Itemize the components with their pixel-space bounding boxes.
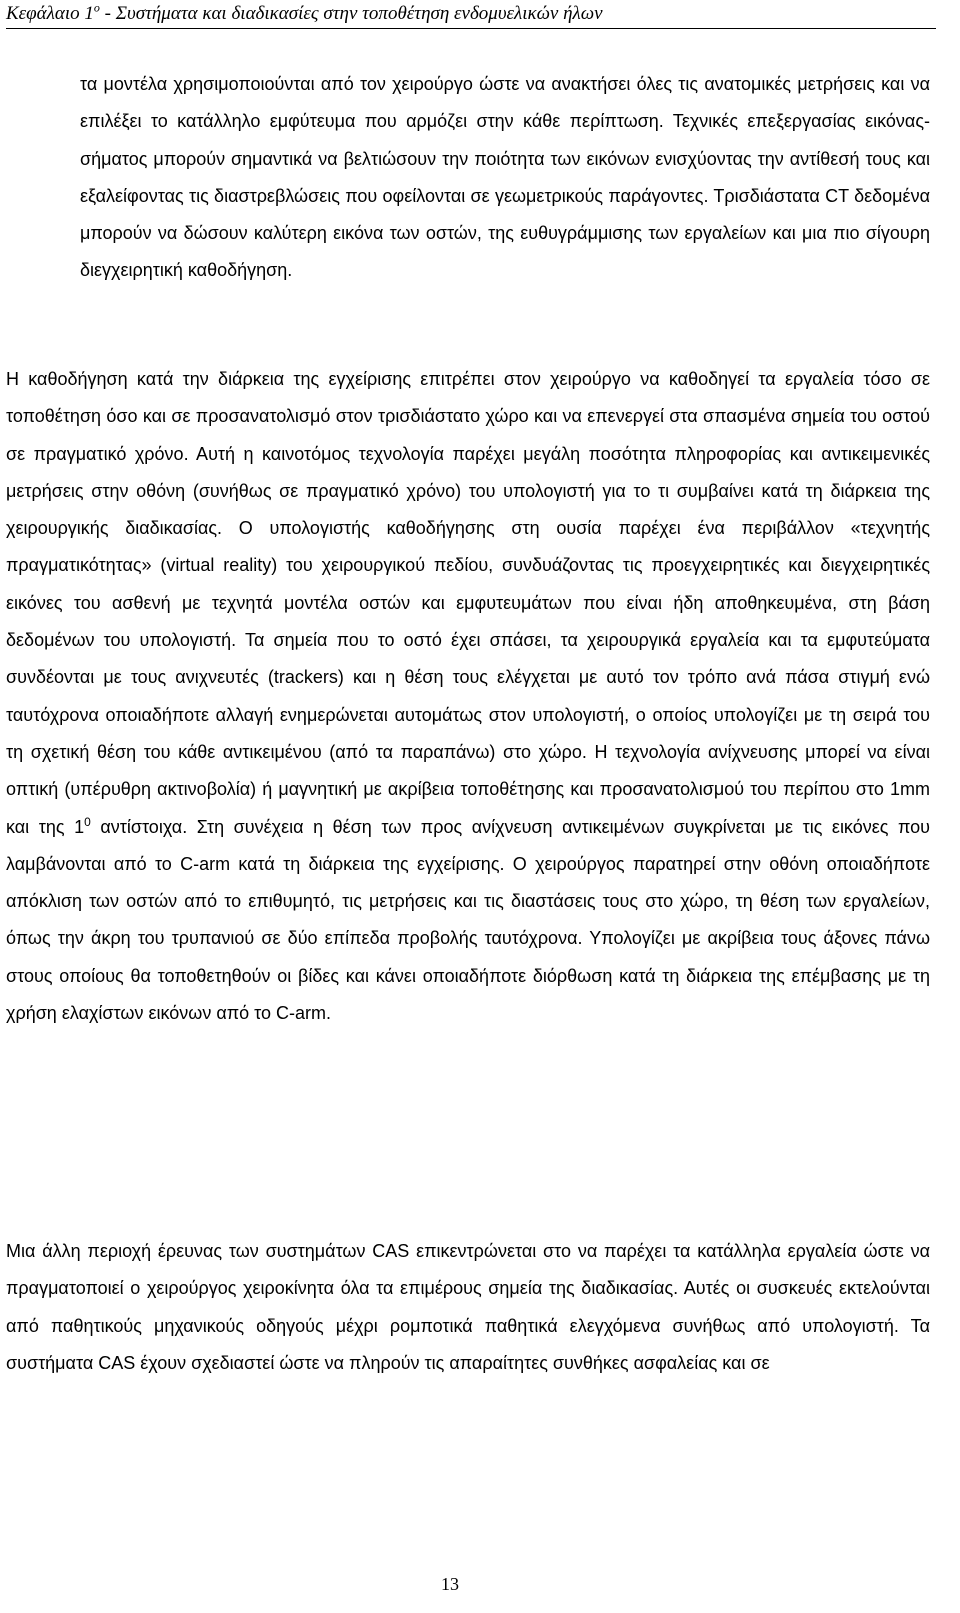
header-chapter: Κεφάλαιο 1 [6,3,94,24]
header-ordinal-superscript: ο [93,0,100,15]
paragraph-text [6,361,930,1032]
paragraph-cas-tools [6,1233,930,1382]
paragraph-models-imaging [80,66,930,290]
header-title: - Συστήματα και διαδικασίες στην τοποθέτηση ενδομυελικών ήλων [99,3,603,24]
paragraph-text-part: Η καθοδήγηση κατά την διάρκεια της εγχείρισης επιτρέπει στον χειρούργο να καθοδηγεί τα εργαλεία τόσο σε τοποθέτηση όσο και σε προσανατολισμό στον τρισδιάστατο χώρο και να επενεργεί στα σπασμένα σημεία του οστού σε πραγματικό χρόνο. Αυτή η καινοτόμος τεχνολογία παρέχει μεγάλη ποσότητα πληροφορίας και αντικειμενικές μετρήσεις στην οθόνη (συνήθως σε πραγματικό χρόνο) του υπολογιστή για το τι συμβαίνει κατά τη διάρκεια της χειρουργικής διαδικασίας. Ο υπολογιστής καθοδήγησης στη ουσία παρέχει ένα περιβάλλον «τεχνητής πραγματικότητας» (virtual reality) του χειρουργικού πεδίου, συνδυάζοντας τις προεγχειρητικές και διεγχειρητικές εικόνες του ασθενή με τεχνητά μοντέλα οστών και εμφυτευμάτων που είναι ήδη αποθηκευμένα, στη βάση δεδομένων του υπολογιστή. Τα σημεία που το οστό έχει σπάσει, τα χειρουργικά εργαλεία και τα εμφυτεύματα συνδέονται με τους ανιχνευτές (trackers) και η θέση τους ελέγχεται με αυτό τον τρόπο ανά πάσα στιγμή ενώ ταυτόχρονα οποιαδήποτε αλλαγή ενημερώνεται αυτομάτως στον υπολογιστή, ο οποίος υπολογίζει με τη σειρά του τη σχετική θέση του κάθε αντικειμένου (από τα παραπάνω) στο χώρο. Η τεχνολογία ανίχνευσης μπορεί να είναι οπτική (υπέρυθρη ακτινοβολία) ή μαγνητική με ακρίβεια τοποθέτησης και προσανατολισμού του περίπου στο 1mm και της 1 [6,369,930,837]
running-header [6,2,936,29]
paragraph-intraoperative-guidance [6,361,930,1032]
paragraph-text: τα μοντέλα χρησιμοποιούνται από τον χειρούργο ώστε να ανακτήσει όλες τις ανατομικές μετρήσεις και να επιλέξει το κατάλληλο εμφύτευμα που αρμόζει στην κάθε περίπτωση. Τεχνικές επεξεργασίας εικόνας-σήματος μπορούν σημαντικά να βελτιώσουν την ποιότητα των εικόνων ενισχύοντας την αντίθεσή τους και εξαλείφοντας τις διαστρεβλώσεις που οφείλονται σε γεωμετρικούς παράγοντες. Τρισδιάστατα CT δεδομένα μπορούν να δώσουν καλύτερη εικόνα των οστών, της ευθυγράμμισης των εργαλείων και μια πιο σίγουρη διεγχειρητική καθοδήγηση. [80,74,930,281]
paragraph-text: Μια άλλη περιοχή έρευνας των συστημάτων CAS επικεντρώνεται στο να παρέχει τα κατάλληλα εργαλεία ώστε να πραγματοποιεί ο χειρούργος χειροκίνητα όλα τα επιμέρους σημεία της διαδικασίας. Αυτές οι συσκευές εκτελούνται από παθητικούς μηχανικούς οδηγούς μέχρι ρομποτικά παθητικά ελεγχόμενα συνήθως από υπολογιστή. Τα συστήματα CAS έχουν σχεδιαστεί ώστε να πληρούν τις απαραίτητες συνθήκες ασφαλείας και σε [6,1241,930,1373]
page-number: 13 [441,1574,459,1594]
paragraph-text-part: αντίστοιχα. Στη συνέχεια η θέση των προς ανίχνευση αντικειμένων συγκρίνεται με τις εικόνες που λαμβάνονται από το C-arm κατά τη διάρκεια της εγχείρισης. Ο χειρούργος παρατηρεί στην οθόνη οποιαδήποτε απόκλιση των οστών από το επιθυμητό, τις μετρήσεις και τις διαστάσεις τους στο χώρο, τη θέση των εργαλείων, όπως την άκρη του τρυπανιού σε δύο επίπεδα προβολής ταυτόχρονα. Υπολογίζει με ακρίβεια τους άξονες πάνω στους οποίους θα τοποθετηθούν οι βίδες και κάνει οποιαδήποτε διόρθωση κατά τη διάρκεια της επέμβασης με τη χρήση ελαχίστων εικόνων από το C-arm. [6,816,930,1024]
degree-superscript: 0 [84,814,91,829]
